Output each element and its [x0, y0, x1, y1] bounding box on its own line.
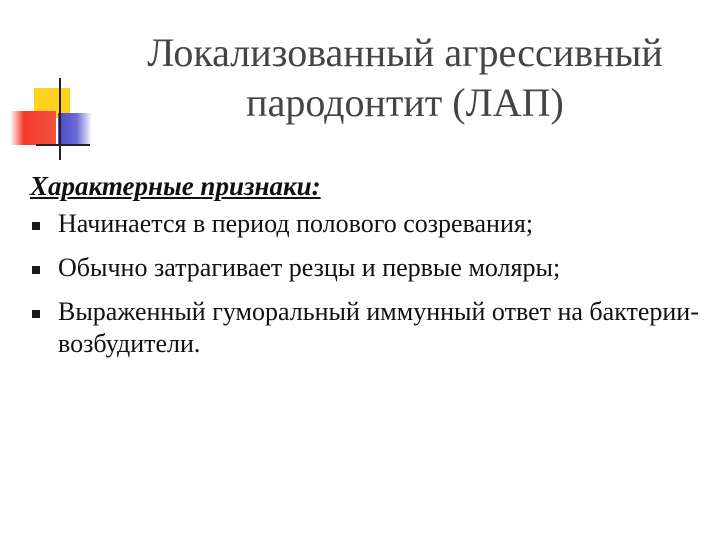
logo-horizontal-line [36, 144, 90, 146]
slide-title [100, 28, 710, 128]
slide-content [30, 170, 710, 372]
list-item-text: Начинается в период полового созревания; [58, 209, 534, 238]
logo-red-square [10, 111, 56, 145]
square-bullet-icon [32, 222, 40, 230]
list-item [30, 252, 710, 284]
logo-blue-square [58, 113, 92, 145]
list-item-text: Обычно затрагивает резцы и первые моляры; [58, 253, 561, 282]
logo-vertical-line [59, 78, 61, 160]
content-heading: Характерные признаки: [30, 171, 321, 201]
slide-title-line-1: Локализованный агрессивный [147, 30, 663, 75]
bullet-list [30, 208, 710, 360]
square-bullet-icon [32, 266, 40, 274]
list-item-text: Выраженный гуморальный иммунный ответ на бактерии-возбудители. [58, 297, 699, 358]
list-item [30, 208, 710, 240]
list-item [30, 296, 710, 360]
slide-title-line-2: пародонтит (ЛАП) [246, 80, 564, 125]
square-bullet-icon [32, 310, 40, 318]
decorative-logo [0, 0, 110, 170]
